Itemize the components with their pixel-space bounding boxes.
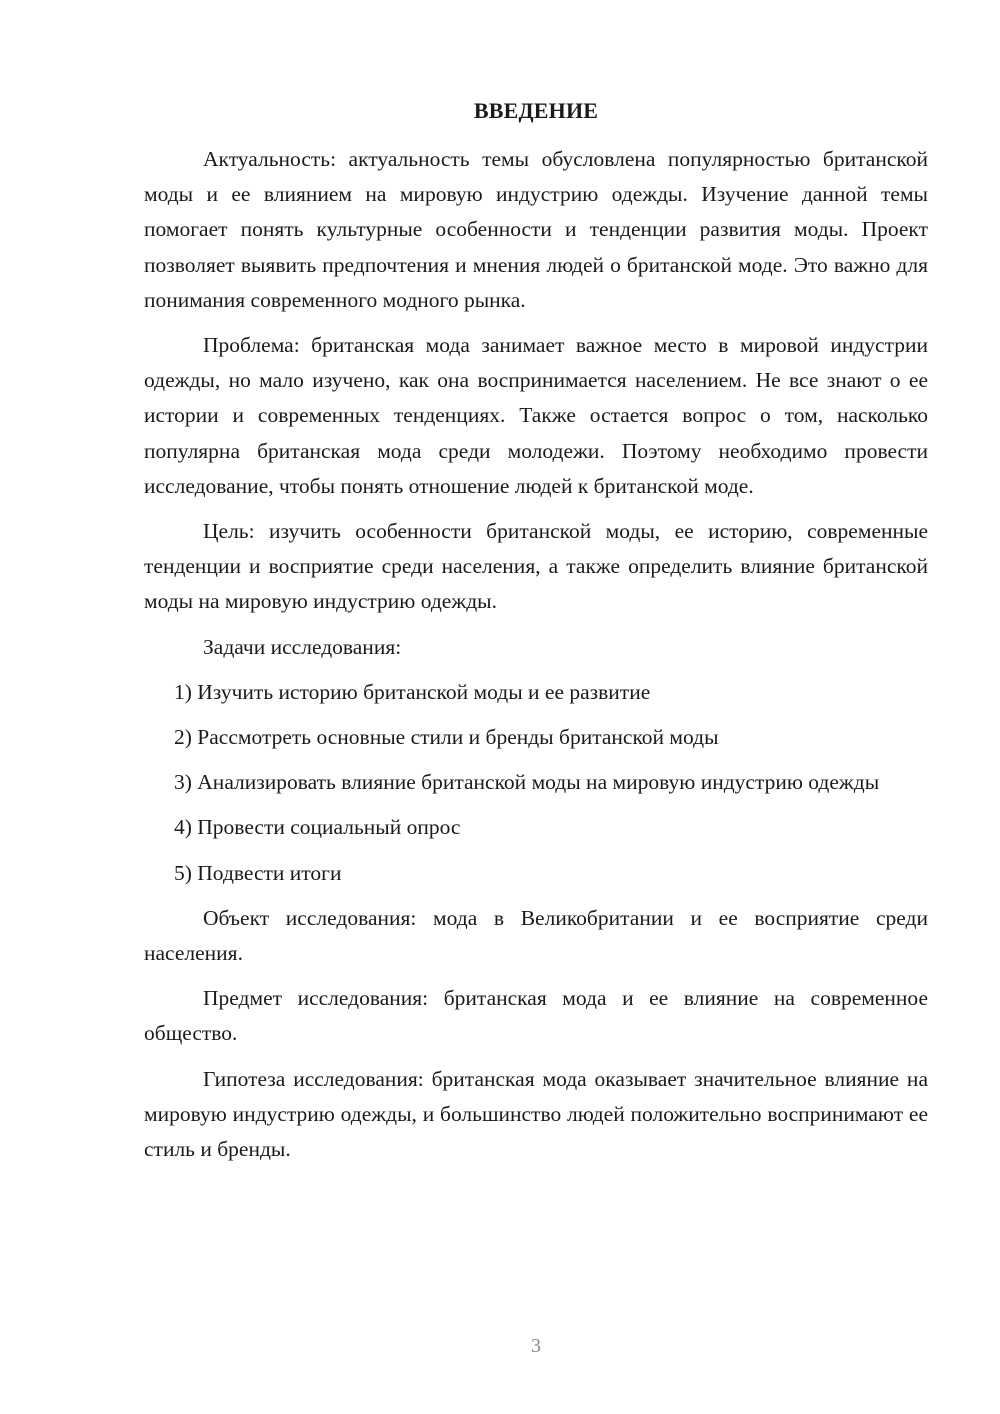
subject-paragraph: Предмет исследования: британская мода и ее влияние на современное общество.: [144, 986, 928, 1046]
task-item: 3) Анализировать влияние британской моды на мировую индустрию одежды: [174, 770, 880, 795]
hypothesis-paragraph: Гипотеза исследования: британская мода оказывает значительное влияние на мировую индустрию одежды, и большинство людей положительно воспринимают ее стиль и бренды.: [144, 1066, 928, 1162]
page-number: 3: [531, 1335, 541, 1357]
document-body: [144, 142, 928, 1177]
problem-paragraph: Проблема: британская мода занимает важное место в мировой индустрии одежды, но мало изучено, как она воспринимается населением. Не все знают о ее истории и современных тенденциях. Также остается вопрос о том, насколько популярна британская мода среди молодежи. Поэтому необходимо провести исследование, чтобы понять отношение людей к британской моде.: [144, 333, 928, 498]
task-item: 5) Подвести итоги: [174, 860, 342, 885]
object-paragraph: Объект исследования: мода в Великобритании и ее восприятие среди населения.: [144, 905, 928, 966]
goal-paragraph: Цель: изучить особенности британской моды, ее историю, современные тенденции и восприятие среди населения, а также определить влияние британской моды на мировую индустрию одежды.: [144, 519, 928, 614]
document-page: [144, 0, 928, 1414]
relevance-paragraph: Актуальность: актуальность темы обусловлена популярностью британской моды и ее влиянием на мировую индустрию одежды. Изучение данной темы помогает понять культурные особенности и тенденции развития моды. Проект позволяет выявить предпочтения и мнения людей о британской моде. Это важно для понимания современного модного рынка.: [144, 147, 928, 312]
task-item: 2) Рассмотреть основные стили и бренды британской моды: [174, 725, 719, 750]
task-item: 1) Изучить историю британской моды и ее развитие: [174, 679, 651, 704]
page-title: ВВЕДЕНИЕ: [473, 98, 599, 123]
task-item: 4) Провести социальный опрос: [174, 815, 461, 840]
tasks-heading: Задачи исследования:: [203, 634, 402, 659]
